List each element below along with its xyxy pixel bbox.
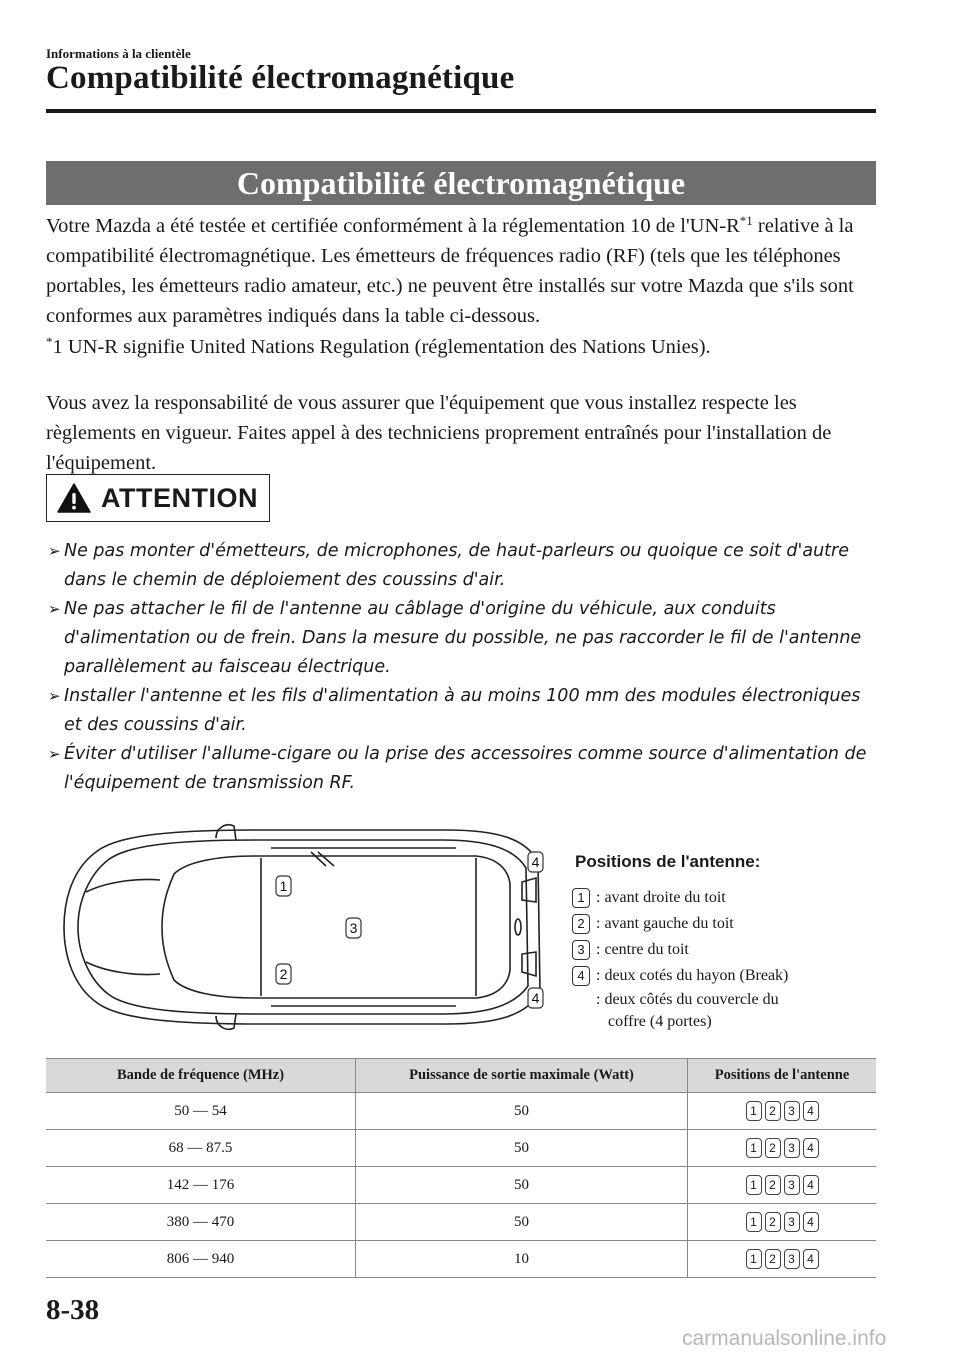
- attention-header: [46, 474, 270, 522]
- position-badges: [746, 1101, 819, 1121]
- position-badge: 2: [765, 1101, 781, 1121]
- title-divider: [46, 109, 876, 113]
- car-top-view-illustration: [56, 822, 546, 1032]
- legend-text-extra: coffre (4 portes): [608, 1013, 712, 1030]
- column-header: Puissance de sortie maximale (Watt): [356, 1059, 688, 1093]
- callout-1: 1: [279, 878, 288, 894]
- attention-item-text: Ne pas monter d'émetteurs, de microphones, de haut-parleurs ou quoique ce soit d'autre dans le chemin de déploiement des coussins d'air.: [64, 541, 849, 590]
- table-header-row: [46, 1059, 876, 1093]
- antenna-positions-cell: [688, 1167, 877, 1204]
- position-badge: 4: [803, 1138, 819, 1158]
- antenna-positions-cell: [688, 1204, 877, 1241]
- page-number: 8-38: [46, 1294, 100, 1326]
- legend-item: [572, 885, 788, 911]
- frequency-band-cell: 806 — 940: [46, 1241, 356, 1278]
- intro-paragraph: [46, 211, 881, 331]
- legend-number: 1: [572, 888, 590, 908]
- responsibility-paragraph: Vous avez la responsabilité de vous assurer que l'équipement que vous installez respecte les règlements en vigueur. Faites appel à des techniciens proprement entraînés pour l'installation de l'équipement.: [46, 392, 832, 474]
- position-badge: 3: [784, 1212, 800, 1232]
- position-badge: 3: [784, 1175, 800, 1195]
- column-header: Positions de l'antenne: [688, 1059, 877, 1093]
- footnote-ref: *1: [739, 213, 753, 228]
- arrow-bullet-icon: ➢: [48, 745, 61, 763]
- section-banner: Compatibilité électromagnétique: [46, 161, 876, 205]
- callout-4-bottom: 4: [531, 990, 540, 1006]
- max-power-cell: 50: [356, 1204, 688, 1241]
- legend-text-extra: : deux côtés du couvercle du: [596, 991, 779, 1008]
- attention-label: ATTENTION: [101, 482, 258, 513]
- page-title: Compatibilité électromagnétique: [46, 60, 515, 96]
- legend-title: Positions de l'antenne:: [575, 852, 761, 871]
- breadcrumb: Informations à la clientèle: [46, 46, 191, 61]
- frequency-band-cell: 380 — 470: [46, 1204, 356, 1241]
- max-power-cell: 10: [356, 1241, 688, 1278]
- watermark: carmanualsonline.info: [682, 1327, 887, 1350]
- callout-3: 3: [349, 920, 358, 936]
- position-badge: 3: [784, 1138, 800, 1158]
- position-badge: 4: [803, 1249, 819, 1269]
- position-badge: 2: [765, 1138, 781, 1158]
- antenna-legend: [572, 885, 788, 1033]
- position-badge: 1: [746, 1212, 762, 1232]
- legend-item: [572, 911, 788, 937]
- callout-4-top: 4: [531, 854, 540, 870]
- table-row: [46, 1167, 876, 1204]
- legend-number: 4: [572, 966, 590, 986]
- legend-item: [572, 937, 788, 963]
- attention-item-text: Ne pas attacher le fil de l'antenne au câblage d'origine du véhicule, aux conduits d'alimentation ou de frein. Dans la mesure du possible, ne pas raccorder le fil de l'antenne parallèlement au faisceau électrique.: [64, 599, 862, 677]
- position-badge: 2: [765, 1249, 781, 1269]
- position-badge: 1: [746, 1249, 762, 1269]
- legend-text: : avant gauche du toit: [596, 915, 734, 932]
- position-badge: 4: [803, 1101, 819, 1121]
- position-badges: [746, 1175, 819, 1195]
- attention-item-text: Installer l'antenne et les fils d'alimentation à au moins 100 mm des modules électroniques et des coussins d'air.: [64, 686, 861, 735]
- position-badges: [746, 1249, 819, 1269]
- position-badges: [746, 1138, 819, 1158]
- callout-2: 2: [279, 966, 288, 982]
- attention-item: [48, 682, 878, 740]
- arrow-bullet-icon: ➢: [48, 542, 61, 560]
- position-badge: 3: [784, 1101, 800, 1121]
- antenna-positions-cell: [688, 1093, 877, 1130]
- max-power-cell: 50: [356, 1130, 688, 1167]
- table-row: [46, 1130, 876, 1167]
- arrow-bullet-icon: ➢: [48, 600, 61, 618]
- position-badge: 1: [746, 1101, 762, 1121]
- max-power-cell: 50: [356, 1093, 688, 1130]
- footnote: [46, 332, 881, 362]
- table-row: [46, 1204, 876, 1241]
- attention-list: [48, 537, 878, 798]
- intro-text: [46, 211, 881, 478]
- antenna-positions-cell: [688, 1241, 877, 1278]
- position-badge: 4: [803, 1175, 819, 1195]
- legend-text: : avant droite du toit: [596, 889, 726, 906]
- intro-continuation: relative à la compatibilité électromagnétique. Les émetteurs de fréquences radio (RF) (tels que les téléphones portables, les émetteurs radio amateur, etc.) ne peuvent être installés sur votre Mazda que s'ils sont conformes aux paramètres indiqués dans la table ci-dessous.: [46, 215, 854, 327]
- footnote-text: 1 UN-R signifie United Nations Regulation (réglementation des Nations Unies).: [52, 336, 711, 358]
- frequency-band-cell: 142 — 176: [46, 1167, 356, 1204]
- footnote-mark: *: [46, 334, 53, 349]
- max-power-cell: 50: [356, 1167, 688, 1204]
- frequency-table: [46, 1058, 876, 1278]
- legend-text: : centre du toit: [596, 941, 689, 958]
- position-badge: 2: [765, 1212, 781, 1232]
- warning-icon: [57, 483, 91, 513]
- position-badges: [746, 1212, 819, 1232]
- attention-item: [48, 740, 878, 798]
- position-badge: 1: [746, 1175, 762, 1195]
- frequency-band-cell: 50 — 54: [46, 1093, 356, 1130]
- attention-item-text: Éviter d'utiliser l'allume-cigare ou la prise des accessoires comme source d'alimentation de l'équipement de transmission RF.: [64, 744, 867, 793]
- position-badge: 1: [746, 1138, 762, 1158]
- position-badge: 3: [784, 1249, 800, 1269]
- legend-text: : deux cotés du hayon (Break): [596, 967, 789, 984]
- table-row: [46, 1093, 876, 1130]
- intro-sentence: Votre Mazda a été testée et certifiée conformément à la réglementation 10 de l'UN-R: [46, 215, 740, 237]
- attention-item: [48, 595, 878, 682]
- legend-item: [572, 963, 788, 989]
- attention-item: [48, 537, 878, 595]
- antenna-positions-cell: [688, 1130, 877, 1167]
- table-row: [46, 1241, 876, 1278]
- column-header: Bande de fréquence (MHz): [46, 1059, 356, 1093]
- frequency-band-cell: 68 — 87.5: [46, 1130, 356, 1167]
- legend-number: 3: [572, 940, 590, 960]
- position-badge: 4: [803, 1212, 819, 1232]
- position-badge: 2: [765, 1175, 781, 1195]
- arrow-bullet-icon: ➢: [48, 687, 61, 705]
- legend-number: 2: [572, 914, 590, 934]
